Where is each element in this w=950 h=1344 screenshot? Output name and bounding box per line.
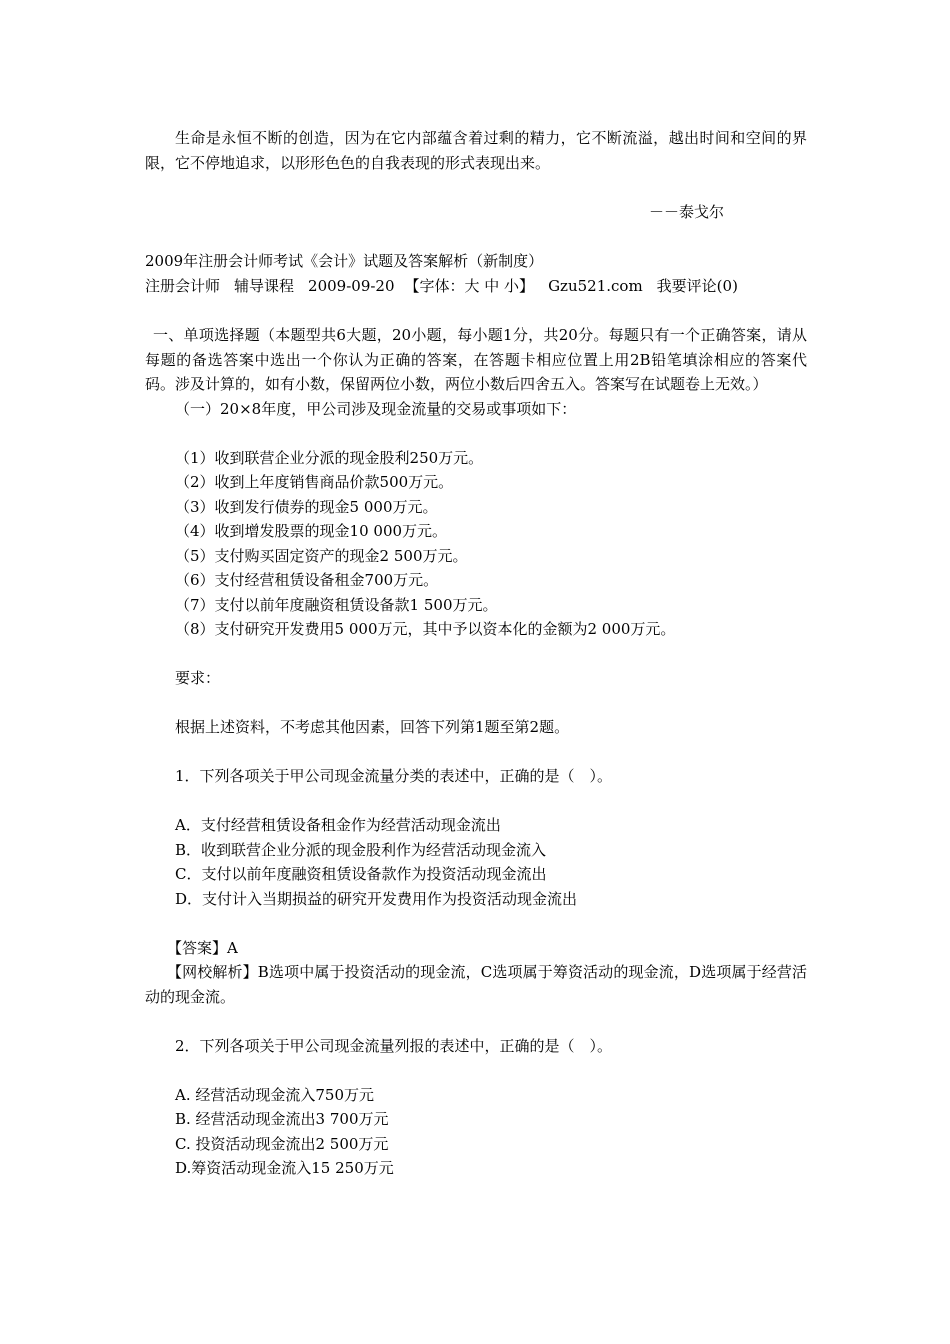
meta-subcategory[interactable]: 辅导课程 (234, 276, 295, 295)
list-item: （4）收到增发股票的现金10 000万元。 (175, 522, 448, 540)
case-intro: （一）20×8年度，甲公司涉及现金流量的交易或事项如下： (175, 399, 577, 418)
question-1-answer: 【答案】A (167, 938, 238, 957)
quote-block (145, 126, 807, 224)
section-body (145, 323, 807, 1181)
list-item: （2）收到上年度销售商品价款500万元。 (175, 473, 454, 491)
option-a: A．支付经营租赁设备租金作为经营活动现金流出 (175, 816, 501, 834)
list-item: （8）支付研究开发费用5 000万元，其中予以资本化的金额为2 000万元。 (175, 620, 676, 638)
option-b: B. 经营活动现金流出3 700万元 (175, 1110, 389, 1128)
meta-site[interactable]: Gzu521.com (548, 276, 643, 295)
article-meta (145, 274, 807, 299)
quote-text: 生命是永恒不断的创造，因为在它内部蕴含着过剩的精力，它不断流溢，越出时间和空间的界限，它不停地追求，以形形色色的自我表现的形式表现出来。 (145, 129, 807, 172)
list-item: （5）支付购买固定资产的现金2 500万元。 (175, 546, 468, 565)
list-item: （3）收到发行债券的现金5 000万元。 (175, 497, 438, 516)
option-b: B．收到联营企业分派的现金股利作为经营活动现金流入 (175, 840, 547, 859)
section-intro: 一、单项选择题（本题型共6大题，20小题，每小题1分，共20分。每题只有一个正确答案，请从每题的备选答案中选出一个你认为正确的答案，在答题卡相应位置上用2B铅笔填涂相应的答案代码。涉及计算的，如有小数，保留两位小数，两位小数后四舍五入。答案写在试题卷上无效。） (145, 326, 807, 393)
list-item: （1）收到联营企业分派的现金股利250万元。 (175, 448, 484, 467)
question-1-analysis: 【网校解析】B选项中属于投资活动的现金流，C选项属于筹资活动的现金流，D选项属于经营活动的现金流。 (145, 963, 807, 1006)
font-size-selector[interactable]: 【字体：大 中 小】 (404, 276, 535, 295)
article-title: 2009年注册会计师考试《会计》试题及答案解析（新制度） (145, 252, 544, 270)
option-c: C．支付以前年度融资租赁设备款作为投资活动现金流出 (175, 865, 547, 883)
option-a: A. 经营活动现金流入750万元 (175, 1085, 375, 1104)
quote-author: －－泰戈尔 (648, 202, 724, 221)
case-item-list (145, 446, 807, 642)
option-d: D．支付计入当期损益的研究开发费用作为投资活动现金流出 (175, 889, 578, 908)
question-2-options (145, 1083, 807, 1181)
list-item: （7）支付以前年度融资租赁设备款1 500万元。 (175, 595, 498, 614)
comment-link[interactable]: 我要评论(0) (656, 276, 738, 295)
question-1-options (145, 813, 807, 911)
option-d: D.筹资活动现金流入15 250万元 (175, 1159, 394, 1177)
question-2-stem: 2．下列各项关于甲公司现金流量列报的表述中，正确的是（ ）。 (175, 1036, 613, 1055)
article-header (145, 249, 807, 298)
requirement-text: 根据上述资料，不考虑其他因素，回答下列第1题至第2题。 (175, 718, 570, 736)
list-item: （6）支付经营租赁设备租金700万元。 (175, 571, 439, 589)
meta-category[interactable]: 注册会计师 (145, 276, 221, 295)
meta-date: 2009-09-20 (308, 276, 395, 295)
option-c: C. 投资活动现金流出2 500万元 (175, 1134, 389, 1153)
question-1-stem: 1．下列各项关于甲公司现金流量分类的表述中，正确的是（ ）。 (175, 767, 613, 785)
requirement-label: 要求： (175, 669, 221, 687)
